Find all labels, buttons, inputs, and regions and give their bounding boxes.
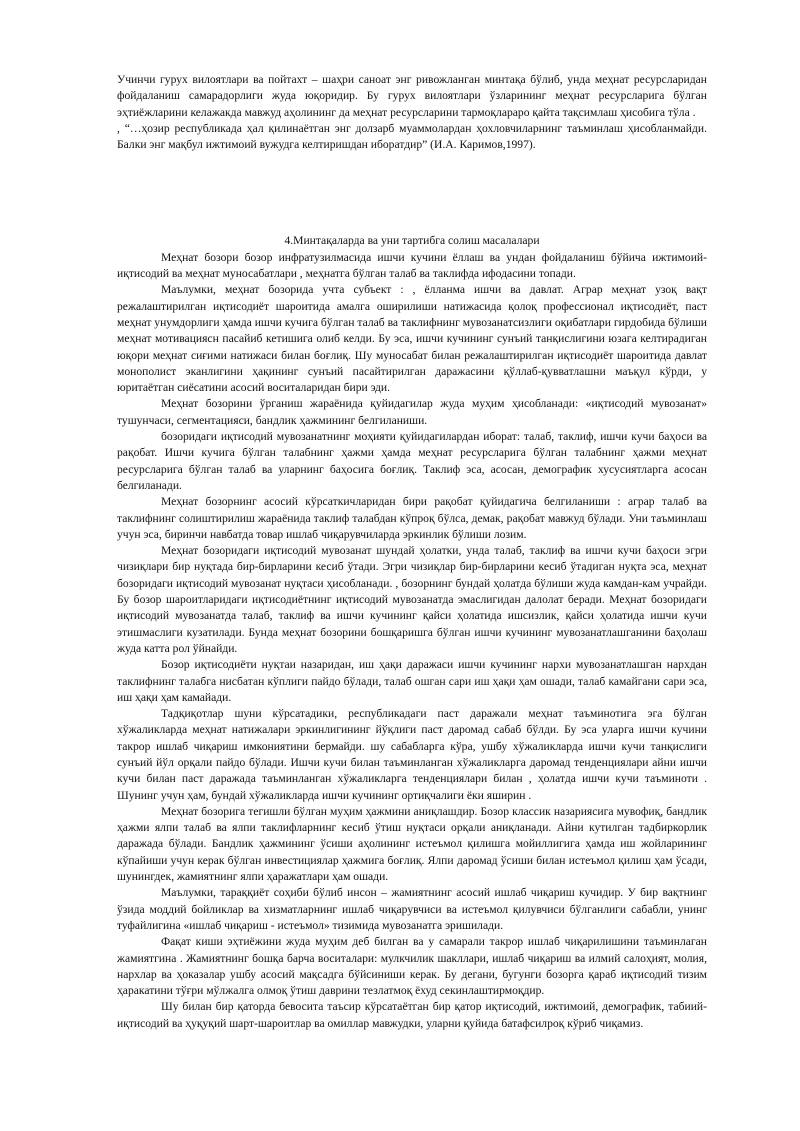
- paragraph: бозоридаги иқтисодий мувозанатнинг моҳияти қуйидагилардан иборат: талаб, таклиф, ишчи кучи баҳоси ва рақобат. Ишчи кучига бўлган талабнинг ҳажми ҳамда меҳнат ресурсларига бўлган талабнинг ҳажми меҳнат ресурсларига бўлган талаб ва уларнинг баҳосига боғлиқ. Таклиф эса, асосан, демографик хусусиятларга асосан белгиланади.: [117, 430, 707, 492]
- paragraph: Меҳнат бозорига тегишли бўлган муҳим ҳажмини аниқлашдир. Бозор классик назариясига мувофиқ, бандлик ҳажми ялпи талаб ва ялпи таклифларнинг кесиб ўтиш нуқтаси орқали аниқланади. Айни кутилган тадбиркорлик даражада бўлади. Бандлик ҳажмининг ўсиши аҳолининг истеъмол қилишга мойиллигига ҳамда иш жойларининг кўпайиши учун керак бўлган инвестициялар ҳажмига боғлиқ. Ялпи даромад ўсиши билан истеъмол қилиш ҳам ўсади, шунингдек, жамиятнинг ялпи ҳаражатлари ҳам ошади.: [117, 804, 707, 884]
- paragraph: Меҳнат бозорини ўрганиш жараёнида қуйидагилар жуда муҳим ҳисобланади: «иқтисодий мувозанат» тушунчаси, сегментацияси, бандлик ҳажмининг белгиланиши.: [117, 397, 707, 427]
- blank-space: [117, 153, 707, 233]
- intro-paragraph: Учинчи гурух вилоятлари ва пойтахт – шаҳри саноат энг ривожланган минтақа бўлиб, унда меҳнат ресурсларидан фойдаланиш самарадорлиги жуда юқоридир. Бу гурух вилоятлари ўзларининг меҳнат ресурсларига бўлган эҳтиёжларини келажакда мавжуд аҳолининг да меҳнат ресурсларини тармоқлараро қайта тақсимлаш ҳисобига тўла .: [117, 73, 707, 119]
- paragraph: Бозор иқтисодиёти нуқтаи назаридан, иш ҳақи даражаси ишчи кучининг нархи мувозанатлашган нархдан таклифнинг талабга нисбатан кўплиги пайдо бўлади, талаб ошган сари иш ҳақи ҳам ошади, талаб камайгани сари эса, иш ҳақи ҳам камайади.: [117, 658, 707, 704]
- paragraph: Меҳнат бозорнинг асосий кўрсаткичларидан бири рақобат қуйидагича белгиланиши : аграр талаб ва таклифнинг солиштирилиш жараёнида таклиф талабдан кўпроқ бўлса, демак, рақобат мавжуд бўлади. Уни таъминлаш учун эса, биринчи навбатда товар ишлаб чиқарувчиларда эркинлик бўлиши лозим.: [117, 495, 707, 541]
- paragraph: Меҳнат бозоридаги иқтисодий мувозанат шундай ҳолатки, унда талаб, таклиф ва ишчи кучи баҳоси эгри чизиқлари бир нуқтада бир-бирларини кесиб ўтади. Эгри чизиқлар бир-бирларини кесиб ўтадиган нуқта эса, меҳнат бозоридаги иқтисодий мувозанат нуқтаси ҳисобланади. , бозорнинг бундай ҳолатда бўлиши жуда камдан-кам учрайди. Бу бозор шароитларидаги иқтисодиётнинг иқтисодий мувозанатда эмаслигидан далолат беради. Меҳнат бозоридаги иқтисодий мувозанатда талаб, таклиф ва ишчи кучининг қайси ҳолатида ишсизлик, қайси ҳолатида ишчи кучи этишмаслиги кузатилади. Бунда меҳнат бозорини бошқаришга бўлган ишчи кучининг мувозанатлашганини баҳолаш жуда катта рол ўйнайди.: [117, 544, 707, 655]
- paragraph: Шу билан бир қаторда бевосита таъсир кўрсатаётган бир қатор иқтисодий, ижтимоий, демографик, табиий-иқтисодий ва ҳуқуқий шарт-шароитлар ва омиллар мавжудки, уларни қуйида батафсилроқ кўриб чиқамиз.: [117, 1000, 707, 1030]
- paragraph: Фақат киши эҳтиёжини жуда муҳим деб билган ва у самарали такрор ишлаб чиқарилишини таъминлаган жамиятгина . Жамиятнинг бошқа барча воситалари: мулкчилик шакллари, ишлаб чиқариш ва илмий салоҳият, молия, нархлар ва ҳоказалар ушбу асосий мақсадга бўйсиниши керак. Бу дегани, бугунги бозорга қараб иқтисодий тизим ҳаракатини тўғри мўлжалга олмоқ ўтиш даврини тезлатмоқ ёхуд секинлаштирмоқдир.: [117, 935, 707, 998]
- paragraph: Маълумки, тараққиёт соҳиби бўлиб инсон – жамиятнинг асосий ишлаб чиқариш кучидир. У бир вақтнинг ўзида моддий бойликлар ва хизматларнинг ишлаб чиқарувчиси ва истеъмол қилувчиси бўлганлиги сабабли, унинг туфайлигина «ишлаб чиқариш - истеъмол» тизимида мувозанатга эришилади.: [117, 886, 707, 932]
- quote-paragraph: , “…ҳозир республикада ҳал қилинаётган энг долзарб муаммолардан ҳохловчиларнинг таъминлаш ҳисобланмайди. Балки энг мақбул ижтимоий вужудга келтиришдан иборатдир” (И.А. Каримов,1997).: [117, 121, 707, 152]
- paragraph: Тадқиқотлар шуни кўрсатадики, республикадаги паст даражали меҳнат таъминотига эга бўлган хўжаликларда меҳнат натижалари эркинлигининг йўқлиги паст даромад сабаб бўлди. Бу эса уларга ишчи кучини такрор ишлаб чиқариш имкониятини бермайди. шу сабабларга кўра, ушбу хўжаликларда ишчи кучи танқислиги сунъий йўл орқали пайдо бўлади. Ишчи кучи билан таъминланган хўжаликларга даромад тенденциялари айни ишчи кучи билан паст даражада таъминланган хўжаликларга тенденциялари билан , ҳолатда ишчи кучи таъминоти . Шунинг учун ҳам, бундай хўжаликларда ишчи кучининг ортиқчалиги ёки яширин .: [117, 707, 707, 802]
- paragraph: Маълумки, меҳнат бозорида учта субъект : , ёлланма ишчи ва давлат. Аграр меҳнат узоқ вақт режалаштирилган иқтисодиёт шароитида амалга оширилиши натижасида қолоқ профессионал иқтисодиёт, паст меҳнат унумдорлиги ҳамда ишчи кучига бўлган талаб ва таклифнинг мувозанатсизлиги оқибатлари гирдобида бўлиши меҳнат мотивациясн пасайиб кетишига олиб келди. Бу эса, ишчи кучининг сунъий танқислигини юзага келтирадиган юқори меҳнат сиғими натижаси билан боғлиқ. Шу муносабат билан режалаштирилган иқтисодиёт шароитида давлат монополист эканлигини ҳақининг сунъий пасайтирилган даражасини қўллаб-қувватлашни маъқул кўрди, у юритаётган сиёсатини асосий воситаларидан бири эди.: [117, 283, 707, 395]
- section-heading: 4.Минтақаларда ва уни тартибга солиш масалалари: [284, 234, 540, 248]
- paragraph: Меҳнат бозори бозор инфратузилмасида ишчи кучини ёллаш ва ундан фойдаланиш бўйича ижтимоий-иқтисодий ва меҳнат муносабатлари , меҳнатга бўлган талаб ва таклифда ифодасини топади.: [117, 250, 707, 281]
- document-page: [117, 72, 707, 1032]
